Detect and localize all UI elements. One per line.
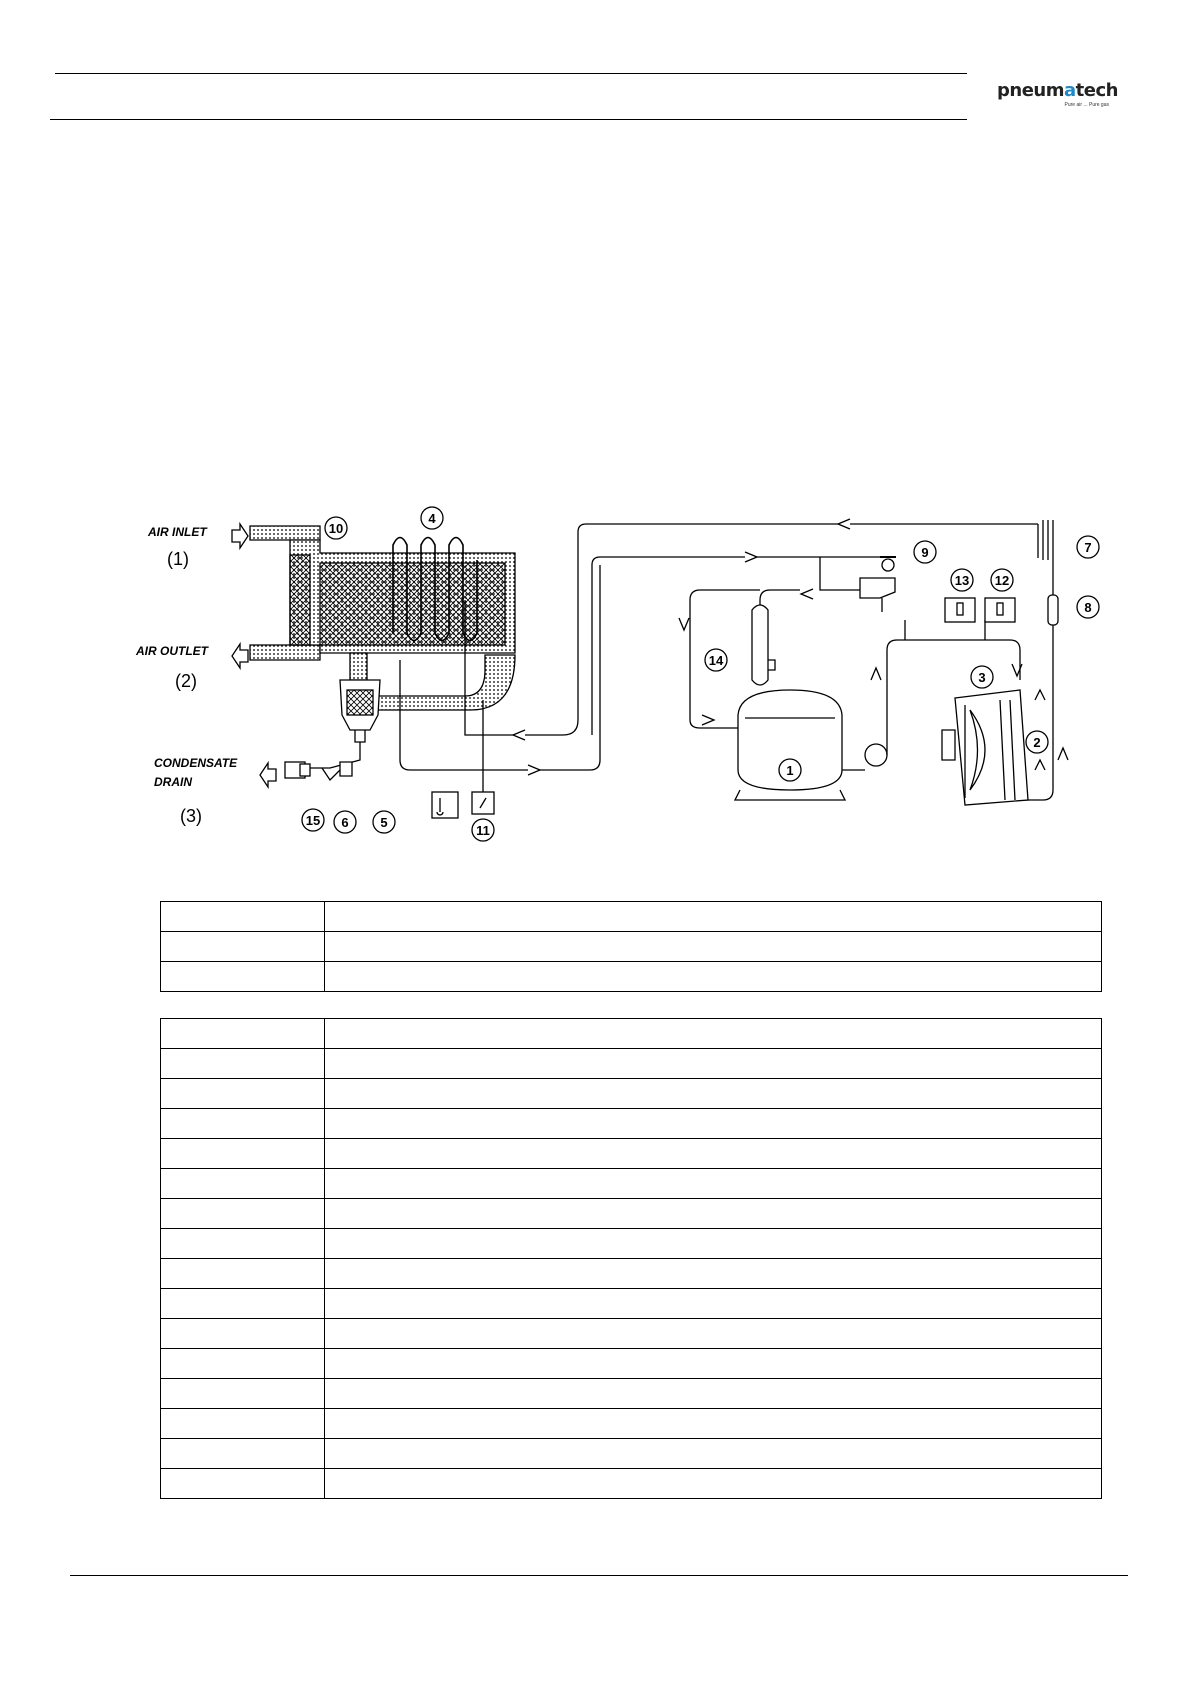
footer-rule	[70, 1575, 1128, 1576]
table-cell-key	[161, 1409, 325, 1439]
air-inlet-label: AIR INLET	[148, 525, 207, 539]
table-cell-key	[161, 1439, 325, 1469]
refrigeration-circuit-diagram	[125, 500, 1125, 860]
table-cell-key	[161, 902, 325, 932]
table-cell-value	[325, 1349, 1102, 1379]
header-rule-bottom	[50, 119, 967, 120]
air-inlet-number: (1)	[167, 549, 189, 569]
table-row	[161, 1079, 1102, 1109]
callout-label: 11	[476, 823, 490, 838]
callout-label: 13	[954, 573, 970, 588]
table-cell-value	[325, 1469, 1102, 1499]
table-cell-value	[325, 1199, 1102, 1229]
table-cell-value	[325, 1289, 1102, 1319]
table-row	[161, 1019, 1102, 1049]
air-outlet-number: (2)	[175, 671, 197, 691]
table-cell-value	[325, 1169, 1102, 1199]
table-cell-value	[325, 1319, 1102, 1349]
table-row	[161, 1319, 1102, 1349]
callout-8	[1077, 596, 1099, 618]
table-cell-value	[325, 1079, 1102, 1109]
table-cell-key	[161, 1079, 325, 1109]
callout-label: 4	[428, 511, 436, 526]
condensate-drain-label-2: DRAIN	[154, 775, 192, 789]
table-row	[161, 932, 1102, 962]
table-row	[161, 1439, 1102, 1469]
table-row	[161, 1259, 1102, 1289]
header-rule-top	[55, 73, 967, 74]
callout-1	[779, 759, 801, 781]
condensate-drain-number: (3)	[180, 806, 202, 826]
callout-14	[705, 649, 727, 671]
table-row	[161, 1139, 1102, 1169]
table-1-body	[161, 902, 1102, 992]
table-cell-value	[325, 1379, 1102, 1409]
callout-label: 10	[328, 521, 344, 536]
table-cell-key	[161, 1319, 325, 1349]
table-row	[161, 962, 1102, 992]
table-cell-value	[325, 1139, 1102, 1169]
callout-7	[1077, 536, 1099, 558]
callout-label: 14	[708, 653, 724, 668]
table-cell-value	[325, 1109, 1102, 1139]
table-cell-key	[161, 1469, 325, 1499]
table-row	[161, 1289, 1102, 1319]
callout-label: 9	[921, 545, 929, 560]
table-row	[161, 1349, 1102, 1379]
callout-10	[325, 517, 347, 539]
callout-11	[472, 819, 494, 841]
table-cell-key	[161, 1349, 325, 1379]
callout-label: 5	[380, 815, 388, 830]
table-cell-key	[161, 1379, 325, 1409]
table-2-body	[161, 1019, 1102, 1499]
table-cell-key	[161, 1229, 325, 1259]
callout-label: 15	[305, 813, 321, 828]
table-cell-value	[325, 1049, 1102, 1079]
callout-15	[302, 809, 324, 831]
table-row	[161, 1409, 1102, 1439]
table-cell-key	[161, 1169, 325, 1199]
table-cell-key	[161, 1289, 325, 1319]
table-row	[161, 1049, 1102, 1079]
table-cell-value	[325, 1439, 1102, 1469]
callout-label: 3	[978, 670, 986, 685]
table-cell-value	[325, 902, 1102, 932]
table-cell-value	[325, 932, 1102, 962]
callout-label: 12	[994, 573, 1010, 588]
table-cell-key	[161, 932, 325, 962]
air-outlet-label: AIR OUTLET	[136, 644, 208, 658]
table-cell-key	[161, 1139, 325, 1169]
table-cell-value	[325, 1019, 1102, 1049]
company-logo	[997, 80, 1117, 108]
table-cell-key	[161, 962, 325, 992]
table-cell-value	[325, 1259, 1102, 1289]
callout-label: 1	[786, 763, 794, 778]
table-row	[161, 1469, 1102, 1499]
callout-label: 2	[1033, 735, 1041, 750]
table-cell-key	[161, 1109, 325, 1139]
condensate-drain-label: CONDENSATE	[154, 756, 238, 770]
callout-3	[971, 666, 993, 688]
callout-2	[1026, 731, 1048, 753]
callout-9	[914, 541, 936, 563]
table-row	[161, 1169, 1102, 1199]
table-cell-key	[161, 1199, 325, 1229]
callout-6	[334, 811, 356, 833]
table-1	[160, 901, 1102, 992]
table-cell-key	[161, 1019, 325, 1049]
callout-label: 6	[341, 815, 349, 830]
logo-name: pneumatech	[997, 80, 1118, 101]
table-cell-value	[325, 1229, 1102, 1259]
table-cell-value	[325, 962, 1102, 992]
table-row	[161, 1379, 1102, 1409]
logo-tagline: Pure air ... Pure gas	[1064, 102, 1109, 108]
callout-5	[373, 811, 395, 833]
table-row	[161, 902, 1102, 932]
table-cell-key	[161, 1049, 325, 1079]
table-2	[160, 1018, 1102, 1499]
callout-label: 7	[1084, 540, 1092, 555]
callout-label: 8	[1084, 600, 1092, 615]
callout-12	[991, 569, 1013, 591]
table-row	[161, 1199, 1102, 1229]
callout-13	[951, 569, 973, 591]
callout-4	[421, 507, 443, 529]
table-cell-key	[161, 1259, 325, 1289]
table-cell-value	[325, 1409, 1102, 1439]
table-row	[161, 1109, 1102, 1139]
table-row	[161, 1229, 1102, 1259]
